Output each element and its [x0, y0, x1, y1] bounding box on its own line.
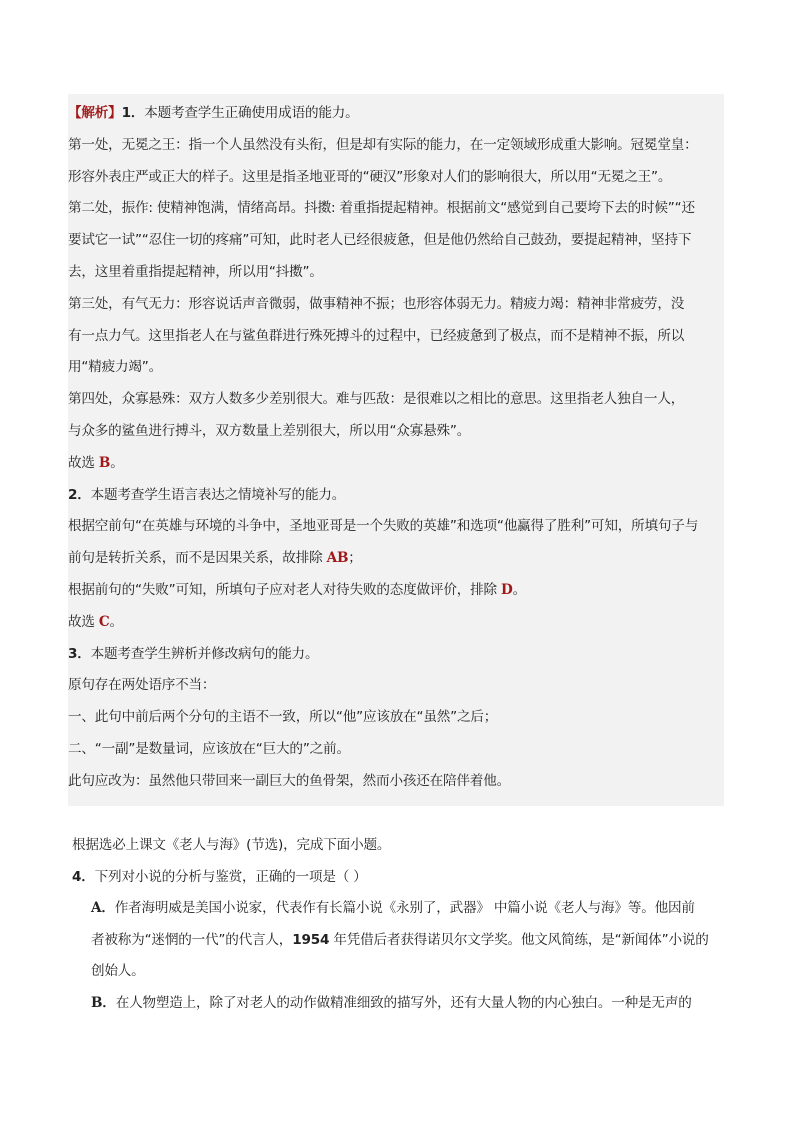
option-b-label: B． — [91, 994, 116, 1011]
q4-number: 4． — [72, 868, 95, 885]
question-4 — [72, 862, 732, 894]
year: 1954 — [292, 931, 330, 948]
option-b — [72, 988, 732, 1020]
paragraph-line: 原句存在两处语序不当： — [68, 677, 216, 694]
paragraph-line: 用“精疲力竭”。 — [68, 359, 163, 376]
option-letters: AB — [326, 550, 349, 567]
analysis-q1-heading — [68, 98, 724, 130]
text-segment: ； — [348, 550, 362, 567]
text-segment: 年凭借后者获得诺贝尔文学奖。他文风简练，是“新闻体”小说的 — [329, 931, 709, 948]
question-section — [72, 830, 732, 1020]
text-segment: 。 — [512, 581, 527, 598]
paragraph-line: 第一处，无冕之王：指一个人虽然没有头衔，但是却有实际的能力，在一定领域形成重大影响。冠冕堂皇： — [68, 136, 698, 153]
analysis-tag: 【解析】 — [68, 105, 122, 121]
text-segment: 者被称为“迷惘的一代”的代言人， — [91, 931, 293, 948]
option-b-text: 在人物塑造上，除了对老人的动作做精准细致的描写外，还有大量人物的内心独白。一种是无声的 — [115, 994, 692, 1011]
answer-line-1 — [68, 448, 724, 480]
text-segment: 前句是转折关系，而不是因果关系，故排除 — [68, 550, 327, 567]
paragraph-line: 有一点力气。这里指老人在与鲨鱼群进行殊死搏斗的过程中，已经疲惫到了极点，而不是精神不振，所以 — [68, 327, 685, 344]
q3-title: 本题考查学生辨析并修改病句的能力。 — [90, 645, 319, 662]
answer-line-2 — [68, 607, 724, 639]
q1-number: 1． — [121, 105, 145, 121]
q3-number: 3． — [68, 645, 91, 662]
paragraph-line: 一、此句中前后两个分句的主语不一致，所以“他”应该放在“虽然”之后； — [68, 709, 498, 726]
answer-suffix: 。 — [110, 454, 124, 471]
q4-text: 下列对小说的分析与鉴赏，正确的一项是（ ） — [94, 868, 367, 885]
text-segment: 根据前句的“失败”可知，所填句子应对老人对待失败的态度做评价，排除 — [68, 581, 502, 598]
paragraph-line — [68, 575, 724, 607]
option-a-line-3: 创始人。 — [91, 963, 145, 980]
option-letter: D — [501, 581, 513, 598]
option-a-label: A． — [91, 900, 115, 917]
paragraph-line: 此句应改为：虽然他只带回来一副巨大的鱼骨架，然而小孩还在陪伴着他。 — [68, 772, 510, 789]
paragraph-line: 二、“一副”是数量词，应该放在“巨大的”之前。 — [68, 740, 350, 757]
paragraph-line: 第二处，振作: 使精神饱满，情绪高昂。抖擞: 着重指提起精神。根据前文“感觉到自己要垮下去的时候”“还 — [68, 200, 695, 217]
answer-letter: C — [98, 613, 110, 630]
answer-suffix: 。 — [109, 613, 123, 630]
answer-prefix: 故选 — [68, 613, 99, 630]
paragraph-line: 去，这里着重指提起精神，所以用“抖擞”。 — [68, 263, 323, 280]
option-a-text: 作者海明威是美国小说家，代表作有长篇小说《永别了，武器》 中篇小说《老人与海》等。他因前 — [114, 900, 695, 917]
paragraph-line: 形容外表庄严或正大的样子。这里是指圣地亚哥的“硬汉”形象对人们的影响很大，所以用“无冕之王”。 — [68, 168, 672, 185]
paragraph-line: 第三处，有气无力：形容说话声音微弱，做事精神不振；也形容体弱无力。精疲力竭：精神非常疲劳，没 — [68, 295, 685, 312]
question-intro: 根据选必上课文《老人与海》(节选)，完成下面小题。 — [72, 837, 391, 853]
paragraph-line: 根据空前句“在英雄与环境的斗争中，圣地亚哥是一个失败的英雄”和选项“他赢得了胜利”可知，所填句子与 — [68, 518, 699, 535]
q1-title: 本题考查学生正确使用成语的能力。 — [144, 105, 359, 121]
paragraph-line: 第四处，众寡悬殊：双方人数多少差别很大。难与匹敌：是很难以之相比的意思。这里指老人独自一人， — [68, 391, 685, 408]
q2-number: 2． — [68, 486, 91, 503]
answer-letter: B — [98, 454, 111, 471]
answer-prefix: 故选 — [68, 454, 99, 471]
analysis-section — [68, 94, 724, 806]
paragraph-line: 要试它一试”“忍住一切的疼痛”可知，此时老人已经很疲惫，但是他仍然给自己鼓劲，要提起精神，坚持下 — [68, 232, 692, 249]
paragraph-line — [68, 543, 724, 575]
paragraph-line: 与众多的鲨鱼进行搏斗，双方数量上差别很大，所以用“众寡悬殊”。 — [68, 422, 471, 439]
q2-title: 本题考查学生语言表达之情境补写的能力。 — [90, 486, 346, 503]
option-a-line-2 — [72, 925, 732, 957]
analysis-q2-heading — [68, 480, 724, 512]
option-a — [72, 893, 732, 925]
analysis-q3-heading — [68, 639, 724, 671]
